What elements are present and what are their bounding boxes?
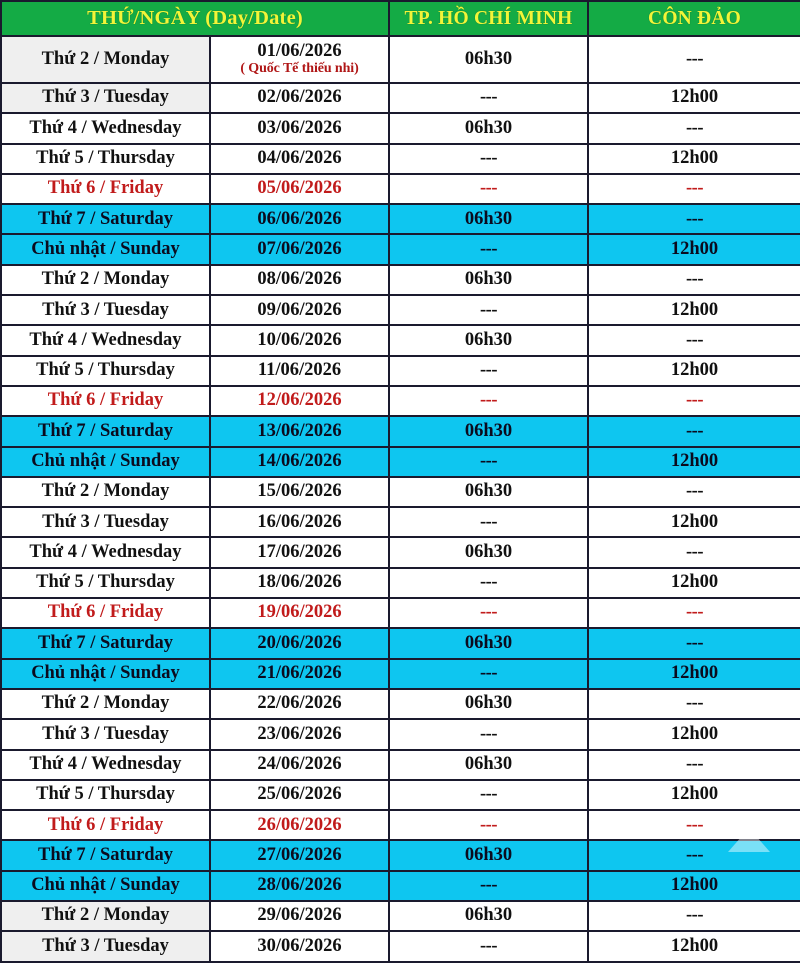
- cell-day-name: Chủ nhật / Sunday: [1, 659, 210, 689]
- column-header-day-date: THỨ/NGÀY (Day/Date): [1, 1, 389, 36]
- cell-day-name: Thứ 2 / Monday: [1, 477, 210, 507]
- cell-date: [210, 598, 389, 628]
- cell-day-name: Thứ 7 / Saturday: [1, 416, 210, 446]
- cell-con-dao-time: 12h00: [588, 234, 800, 264]
- date-value: 14/06/2026: [257, 451, 342, 471]
- table-row: [1, 234, 800, 264]
- table-row: [1, 356, 800, 386]
- cell-con-dao-time: 12h00: [588, 568, 800, 598]
- column-header-ho-chi-minh: TP. HỒ CHÍ MINH: [389, 1, 588, 36]
- table-row: [1, 83, 800, 113]
- cell-con-dao-time: ---: [588, 386, 800, 416]
- date-value: 18/06/2026: [257, 572, 342, 593]
- cell-day-name: Thứ 7 / Saturday: [1, 628, 210, 658]
- cell-ho-chi-minh-time: ---: [389, 447, 588, 477]
- table-row: [1, 840, 800, 870]
- cell-con-dao-time: 12h00: [588, 871, 800, 901]
- cell-con-dao-time: ---: [588, 840, 800, 870]
- cell-day-name: Thứ 4 / Wednesday: [1, 113, 210, 143]
- cell-ho-chi-minh-time: ---: [389, 780, 588, 810]
- date-value: 17/06/2026: [257, 541, 342, 562]
- cell-ho-chi-minh-time: ---: [389, 234, 588, 264]
- table-row: [1, 598, 800, 628]
- cell-ho-chi-minh-time: 06h30: [389, 36, 588, 83]
- date-value: 10/06/2026: [257, 329, 342, 350]
- table-row: [1, 144, 800, 174]
- cell-con-dao-time: ---: [588, 325, 800, 355]
- cell-date: [210, 265, 389, 295]
- cell-day-name: Thứ 2 / Monday: [1, 265, 210, 295]
- cell-ho-chi-minh-time: 06h30: [389, 325, 588, 355]
- cell-date: [210, 36, 389, 83]
- table-row: [1, 810, 800, 840]
- cell-day-name: Thứ 6 / Friday: [1, 598, 210, 628]
- cell-con-dao-time: ---: [588, 750, 800, 780]
- cell-ho-chi-minh-time: ---: [389, 931, 588, 961]
- cell-ho-chi-minh-time: ---: [389, 598, 588, 628]
- cell-date: [210, 83, 389, 113]
- date-value: 30/06/2026: [257, 935, 342, 956]
- cell-day-name: Thứ 6 / Friday: [1, 174, 210, 204]
- cell-date: [210, 719, 389, 749]
- cell-ho-chi-minh-time: ---: [389, 144, 588, 174]
- cell-date: [210, 416, 389, 446]
- cell-ho-chi-minh-time: 06h30: [389, 689, 588, 719]
- cell-date: [210, 144, 389, 174]
- cell-day-name: Thứ 2 / Monday: [1, 36, 210, 83]
- cell-ho-chi-minh-time: 06h30: [389, 537, 588, 567]
- cell-ho-chi-minh-time: 06h30: [389, 477, 588, 507]
- cell-date: [210, 507, 389, 537]
- holiday-note: ( Quốc Tế thiếu nhi): [240, 61, 359, 77]
- cell-day-name: Thứ 3 / Tuesday: [1, 931, 210, 961]
- cell-con-dao-time: ---: [588, 113, 800, 143]
- cell-date: [210, 477, 389, 507]
- cell-date: [210, 447, 389, 477]
- cell-ho-chi-minh-time: 06h30: [389, 416, 588, 446]
- cell-ho-chi-minh-time: 06h30: [389, 265, 588, 295]
- header-row: [1, 1, 800, 36]
- cell-date: [210, 295, 389, 325]
- date-value: 25/06/2026: [257, 784, 342, 805]
- cell-con-dao-time: ---: [588, 477, 800, 507]
- cell-date: [210, 840, 389, 870]
- cell-date: [210, 113, 389, 143]
- cell-day-name: Thứ 5 / Thursday: [1, 780, 210, 810]
- cell-date: [210, 659, 389, 689]
- cell-ho-chi-minh-time: 06h30: [389, 204, 588, 234]
- cell-con-dao-time: ---: [588, 537, 800, 567]
- table-row: [1, 659, 800, 689]
- table-row: [1, 386, 800, 416]
- cell-day-name: Thứ 4 / Wednesday: [1, 750, 210, 780]
- cell-date: [210, 628, 389, 658]
- date-value: 19/06/2026: [257, 602, 342, 623]
- date-value: 24/06/2026: [257, 753, 342, 774]
- cell-day-name: Thứ 5 / Thursday: [1, 568, 210, 598]
- table-row: [1, 265, 800, 295]
- cell-date: [210, 174, 389, 204]
- table-row: [1, 719, 800, 749]
- date-value: 08/06/2026: [257, 269, 342, 290]
- cell-day-name: Thứ 7 / Saturday: [1, 840, 210, 870]
- table-row: [1, 871, 800, 901]
- cell-day-name: Thứ 3 / Tuesday: [1, 507, 210, 537]
- cell-ho-chi-minh-time: 06h30: [389, 750, 588, 780]
- cell-ho-chi-minh-time: ---: [389, 295, 588, 325]
- date-value: 16/06/2026: [257, 511, 342, 532]
- cell-con-dao-time: ---: [588, 174, 800, 204]
- cell-day-name: Thứ 4 / Wednesday: [1, 537, 210, 567]
- cell-day-name: Chủ nhật / Sunday: [1, 447, 210, 477]
- date-value: 29/06/2026: [257, 905, 342, 926]
- cell-day-name: Thứ 7 / Saturday: [1, 204, 210, 234]
- cell-con-dao-time: 12h00: [588, 659, 800, 689]
- cell-day-name: Thứ 6 / Friday: [1, 810, 210, 840]
- cell-day-name: Thứ 6 / Friday: [1, 386, 210, 416]
- cell-ho-chi-minh-time: ---: [389, 83, 588, 113]
- date-value: 04/06/2026: [257, 148, 342, 169]
- date-value: 05/06/2026: [257, 178, 342, 199]
- cell-con-dao-time: 12h00: [588, 931, 800, 961]
- cell-day-name: Thứ 3 / Tuesday: [1, 83, 210, 113]
- table-row: [1, 931, 800, 961]
- cell-date: [210, 204, 389, 234]
- cell-ho-chi-minh-time: ---: [389, 810, 588, 840]
- cell-date: [210, 386, 389, 416]
- cell-con-dao-time: ---: [588, 689, 800, 719]
- cell-date: [210, 901, 389, 931]
- cell-ho-chi-minh-time: ---: [389, 386, 588, 416]
- table-row: [1, 689, 800, 719]
- date-value: 07/06/2026: [257, 238, 342, 259]
- table-body: [1, 36, 800, 962]
- cell-date: [210, 810, 389, 840]
- cell-con-dao-time: ---: [588, 416, 800, 446]
- cell-con-dao-time: 12h00: [588, 507, 800, 537]
- table-row: [1, 204, 800, 234]
- cell-con-dao-time: 12h00: [588, 719, 800, 749]
- cell-con-dao-time: ---: [588, 810, 800, 840]
- cell-date: [210, 568, 389, 598]
- cell-con-dao-time: 12h00: [588, 356, 800, 386]
- cell-ho-chi-minh-time: ---: [389, 568, 588, 598]
- date-value: 23/06/2026: [257, 723, 342, 744]
- cell-date: [210, 750, 389, 780]
- table-row: [1, 537, 800, 567]
- date-value: 06/06/2026: [257, 208, 342, 229]
- table-row: [1, 295, 800, 325]
- cell-con-dao-time: 12h00: [588, 295, 800, 325]
- date-value: 11/06/2026: [257, 360, 342, 381]
- date-value: 01/06/2026: [257, 40, 342, 61]
- table-row: [1, 628, 800, 658]
- cell-date: [210, 931, 389, 961]
- cell-day-name: Thứ 3 / Tuesday: [1, 295, 210, 325]
- date-value: 09/06/2026: [257, 299, 342, 320]
- date-value: 13/06/2026: [257, 420, 342, 441]
- date-value: 21/06/2026: [257, 663, 342, 684]
- cell-ho-chi-minh-time: 06h30: [389, 840, 588, 870]
- date-value: 15/06/2026: [257, 481, 342, 502]
- cell-day-name: Chủ nhật / Sunday: [1, 871, 210, 901]
- cell-ho-chi-minh-time: 06h30: [389, 113, 588, 143]
- cell-ho-chi-minh-time: ---: [389, 507, 588, 537]
- cell-ho-chi-minh-time: ---: [389, 871, 588, 901]
- date-value: 22/06/2026: [257, 693, 342, 714]
- cell-day-name: Chủ nhật / Sunday: [1, 234, 210, 264]
- date-value: 27/06/2026: [257, 844, 342, 865]
- cell-con-dao-time: 12h00: [588, 83, 800, 113]
- cell-day-name: Thứ 2 / Monday: [1, 689, 210, 719]
- table-row: [1, 416, 800, 446]
- cell-day-name: Thứ 4 / Wednesday: [1, 325, 210, 355]
- cell-date: [210, 325, 389, 355]
- cell-con-dao-time: ---: [588, 204, 800, 234]
- cell-ho-chi-minh-time: ---: [389, 174, 588, 204]
- cell-day-name: Thứ 5 / Thursday: [1, 144, 210, 174]
- table-row: [1, 174, 800, 204]
- table-row: [1, 477, 800, 507]
- date-value: 28/06/2026: [257, 875, 342, 896]
- cell-ho-chi-minh-time: 06h30: [389, 901, 588, 931]
- table-row: [1, 780, 800, 810]
- cell-ho-chi-minh-time: ---: [389, 659, 588, 689]
- cell-con-dao-time: ---: [588, 265, 800, 295]
- cell-date: [210, 780, 389, 810]
- cell-date: [210, 689, 389, 719]
- cell-date: [210, 356, 389, 386]
- cell-con-dao-time: 12h00: [588, 780, 800, 810]
- cell-con-dao-time: ---: [588, 598, 800, 628]
- cell-date: [210, 871, 389, 901]
- table-header: [1, 1, 800, 36]
- cell-day-name: Thứ 3 / Tuesday: [1, 719, 210, 749]
- cell-date: [210, 537, 389, 567]
- cell-con-dao-time: 12h00: [588, 144, 800, 174]
- date-value: 12/06/2026: [257, 390, 342, 411]
- column-header-con-dao: CÔN ĐẢO: [588, 1, 800, 36]
- cell-day-name: Thứ 2 / Monday: [1, 901, 210, 931]
- cell-day-name: Thứ 5 / Thursday: [1, 356, 210, 386]
- date-value: 02/06/2026: [257, 87, 342, 108]
- table-row: [1, 36, 800, 83]
- cell-con-dao-time: ---: [588, 901, 800, 931]
- table-row: [1, 113, 800, 143]
- table-row: [1, 325, 800, 355]
- cell-con-dao-time: ---: [588, 628, 800, 658]
- cell-con-dao-time: ---: [588, 36, 800, 83]
- cell-date: [210, 234, 389, 264]
- table-row: [1, 568, 800, 598]
- table-row: [1, 750, 800, 780]
- cell-ho-chi-minh-time: 06h30: [389, 628, 588, 658]
- cell-ho-chi-minh-time: ---: [389, 356, 588, 386]
- cell-con-dao-time: 12h00: [588, 447, 800, 477]
- date-value: 03/06/2026: [257, 117, 342, 138]
- table-row: [1, 507, 800, 537]
- date-value: 20/06/2026: [257, 632, 342, 653]
- cell-ho-chi-minh-time: ---: [389, 719, 588, 749]
- date-value: 26/06/2026: [257, 814, 342, 835]
- table-row: [1, 901, 800, 931]
- table-row: [1, 447, 800, 477]
